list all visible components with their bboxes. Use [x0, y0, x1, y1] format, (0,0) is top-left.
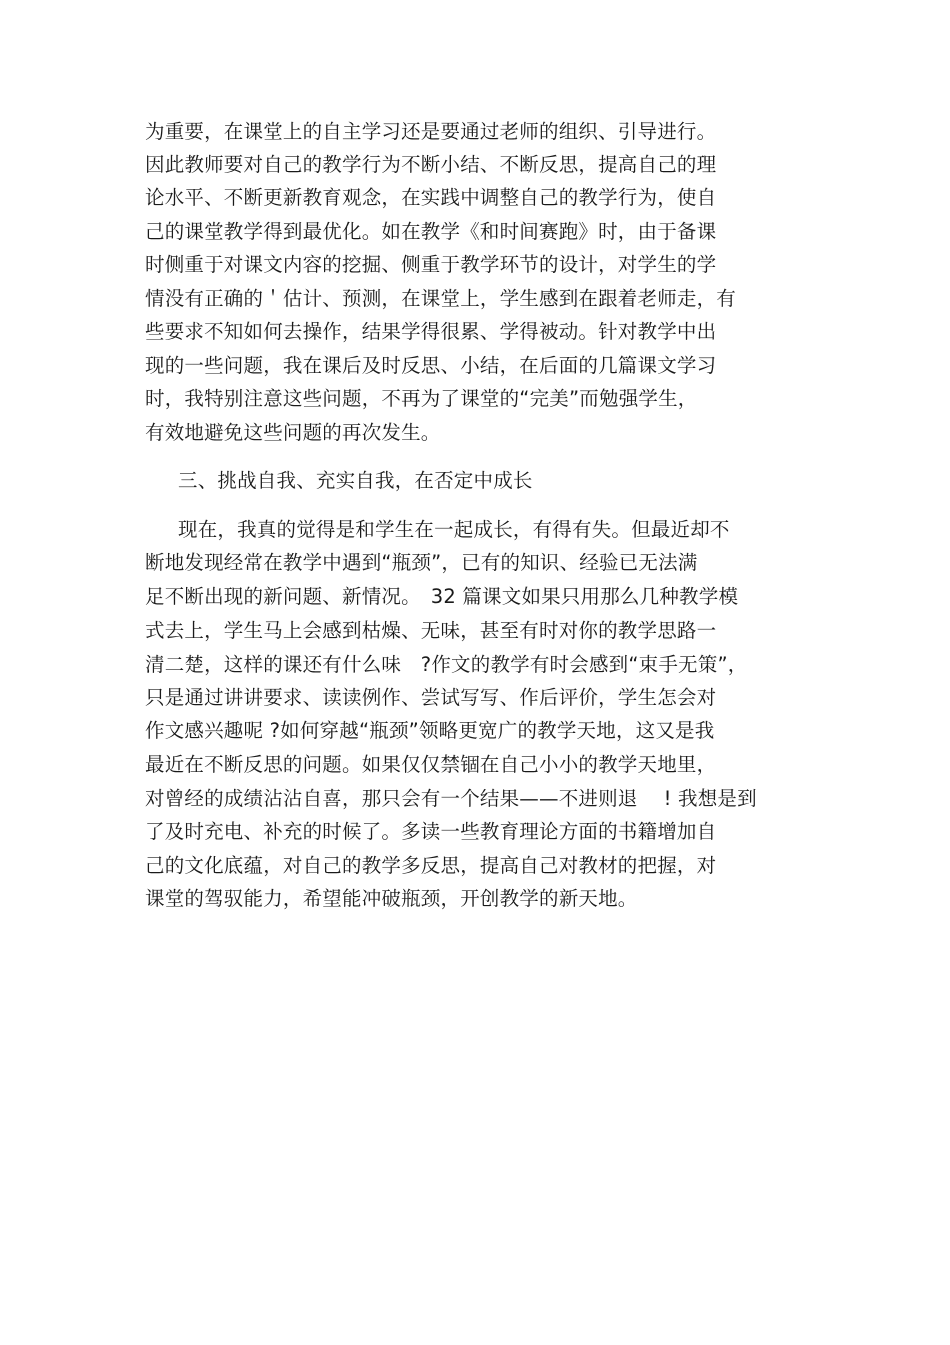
text-line: 现在，我真的觉得是和学生在一起成长，有得有失。但最近却不 — [178, 518, 730, 541]
section-heading: 三、挑战自我、充实自我，在否定中成长 — [178, 469, 533, 492]
text-line: 时，我特别注意这些问题，不再为了课堂的“完美”而勉强学生， — [145, 387, 698, 410]
text-line: 对曾经的成绩沾沾自喜，那只会有一个结果——不进则退 ! 我想是到 — [145, 787, 757, 810]
text-line: 作文感兴趣呢 ?如何穿越“瓶颈”领略更宽广的教学天地，这又是我 — [145, 719, 715, 742]
text-line: 有效地避免这些问题的再次发生。 — [145, 421, 441, 444]
text-line: 清二楚，这样的课还有什么味 ?作文的教学有时会感到“束手无策”， — [145, 653, 748, 676]
text-line: 只是通过讲讲要求、读读例作、尝试写写、作后评价，学生怎会对 — [145, 686, 717, 709]
text-line: 因此教师要对自己的教学行为不断小结、不断反思，提高自己的理 — [145, 153, 717, 176]
text-line: 情没有正确的＇估计、预测，在课堂上，学生感到在跟着老师走，有 — [145, 287, 737, 310]
text-line: 己的课堂教学得到最优化。如在教学《和时间赛跑》时，由于备课 — [145, 220, 717, 243]
text-line: 些要求不知如何去操作，结果学得很累、学得被动。针对教学中出 — [145, 320, 717, 343]
text-line: 时侧重于对课文内容的挖掘、侧重于教学环节的设计，对学生的学 — [145, 253, 717, 276]
text-line: 最近在不断反思的问题。如果仅仅禁锢在自己小小的教学天地里， — [145, 753, 717, 776]
text-line: 己的文化底蕴，对自己的教学多反思，提高自己对教材的把握，对 — [145, 854, 717, 877]
text-line: 式去上，学生马上会感到枯燥、无味，甚至有时对你的教学思路一 — [145, 619, 717, 642]
text-line: 论水平、不断更新教育观念，在实践中调整自己的教学行为，使自 — [145, 186, 717, 209]
text-line: 现的一些问题，我在课后及时反思、小结，在后面的几篇课文学习 — [145, 354, 717, 377]
text-line: 断地发现经常在教学中遇到“瓶颈”，已有的知识、经验已无法满 — [145, 551, 698, 574]
text-line: 了及时充电、补充的时候了。多读一些教育理论方面的书籍增加自 — [145, 820, 717, 843]
text-line: 为重要，在课堂上的自主学习还是要通过老师的组织、引导进行。 — [145, 120, 717, 143]
text-line: 课堂的驾驭能力，希望能冲破瓶颈，开创教学的新天地。 — [145, 887, 638, 910]
text-line: 足不断出现的新问题、新情况。 32 篇课文如果只用那么几种教学模 — [145, 585, 739, 608]
